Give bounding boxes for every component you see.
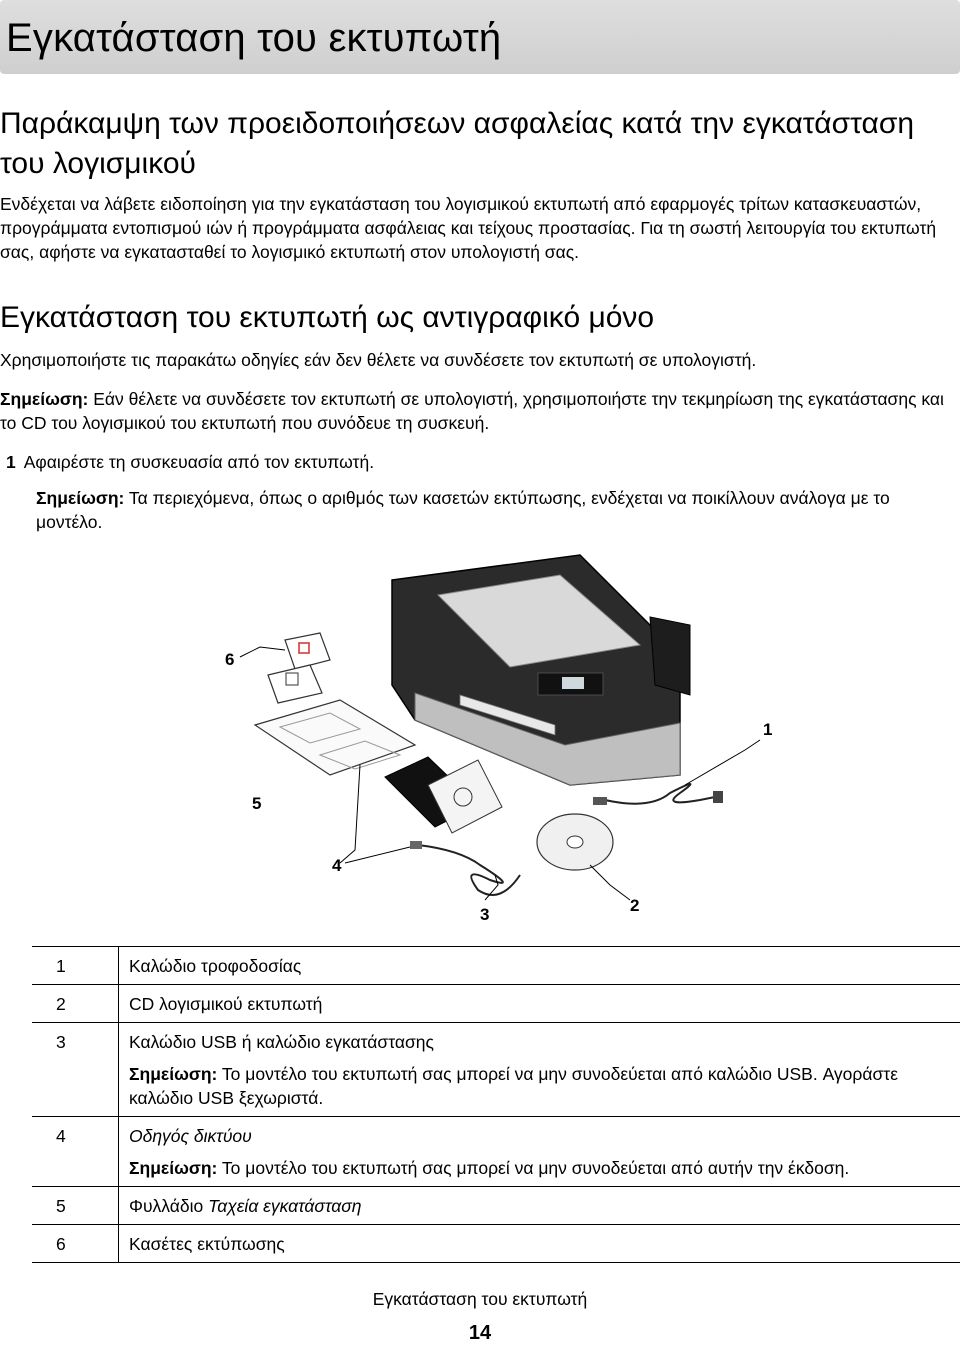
note-paragraph [0,387,950,435]
note-text: Εάν θέλετε να συνδέσετε τον εκτυπωτή σε υπολογιστή, χρησιμοποιήστε την τεκμηρίωση της εγκατάστασης και το CD του λογισμικού του εκτυπωτή που συνόδευε τη συσκευή. [0,389,944,433]
row-note-text: Το μοντέλο του εκτυπωτή σας μπορεί να μην συνοδεύεται από καλώδιο USB. Αγοράστε καλώδιο USB ξεχωριστά. [129,1064,898,1108]
setup-sheet-image [255,700,415,775]
usb-cable-image [410,841,520,895]
footer-section-name: Εγκατάσταση του εκτυπωτή [372,1289,588,1309]
printer-image [392,555,690,785]
row-note [129,1062,954,1110]
section-body-security: Ενδέχεται να λάβετε ειδοποίηση για την εγκατάσταση του λογισμικού εκτυπωτή από εφαρμογές τρίτων κατασκευαστών, προγράμματα εντοπισμού ιών ή προγράμματα ασφάλειας και τείχους προστασίας. Για τη σωστή λειτουργία του εκτυπωτή σας, αφήστε να εγκατασταθεί το λογισμικό εκτυπωτή στον υπολογιστή σας. [0,194,937,262]
row-description: Καλώδιο USB ή καλώδιο εγκατάστασης [129,1032,434,1052]
table-row [32,985,960,1023]
row-note-text: Το μοντέλο του εκτυπωτή σας μπορεί να μην συνοδεύεται από αυτήν την έκδοση. [217,1158,850,1178]
row-number: 6 [32,1225,119,1263]
callout-2: 2 [630,896,640,915]
contents-legend-table [32,946,960,1263]
table-row [32,947,960,985]
cartridges-image [268,633,330,703]
step-note-text: Τα περιεχόμενα, όπως ο αριθμός των κασετών εκτύπωσης, ενδέχεται να ποικίλλουν ανάλογα με το μοντέλο. [36,488,890,532]
page-number: 14 [468,1322,492,1344]
box-contents-illustration [160,545,960,945]
row-description-cell [119,1187,960,1225]
step-note-label: Σημείωση: [36,488,125,508]
row-number: 1 [32,947,119,985]
table-row [32,1225,960,1263]
row-description: Καλώδιο τροφοδοσίας [119,947,960,985]
table-row [32,1187,960,1225]
row-description-italic: Ταχεία εγκατάσταση [208,1196,362,1216]
row-note-label: Σημείωση: [129,1064,218,1084]
table-row [32,1023,960,1117]
note-label: Σημείωση: [0,389,89,409]
page-title: Εγκατάσταση του εκτυπωτή [6,16,502,60]
row-description: Οδηγός δικτύου [129,1126,252,1146]
row-number: 3 [32,1023,119,1117]
row-note-label: Σημείωση: [129,1158,218,1178]
power-cord-image [593,784,723,805]
step-note [36,486,960,534]
callout-4: 4 [332,856,342,875]
row-number: 4 [32,1117,119,1187]
callout-6: 6 [225,650,235,669]
row-description-cell [119,1023,960,1117]
table-row [32,1117,960,1187]
step-1 [6,450,956,474]
network-guide-image [385,757,502,833]
step-text: Αφαιρέστε τη συσκευασία από τον εκτυπωτή. [23,452,375,472]
row-description: Κασέτες εκτύπωσης [119,1225,960,1263]
row-description: Φυλλάδιο [129,1196,209,1216]
callout-3: 3 [480,905,490,924]
section-heading-security: Παράκαμψη των προειδοποιήσεων ασφαλείας κατά την εγκατάσταση του λογισμικού [0,107,915,180]
title-bar [0,0,960,74]
callout-1: 1 [763,720,773,739]
row-number: 2 [32,985,119,1023]
row-description-cell [119,1117,960,1187]
section-intro-copier: Χρησιμοποιήστε τις παρακάτω οδηγίες εάν δεν θέλετε να συνδέσετε τον εκτυπωτή σε υπολογιστή. [0,350,757,370]
row-description: CD λογισμικού εκτυπωτή [119,985,960,1023]
row-number: 5 [32,1187,119,1225]
cd-image [537,814,613,870]
section-heading-copier: Εγκατάσταση του εκτυπωτή ως αντιγραφικό μόνο [0,301,655,334]
row-note [129,1156,954,1180]
callout-5: 5 [252,794,262,813]
step-number: 1 [6,452,16,472]
